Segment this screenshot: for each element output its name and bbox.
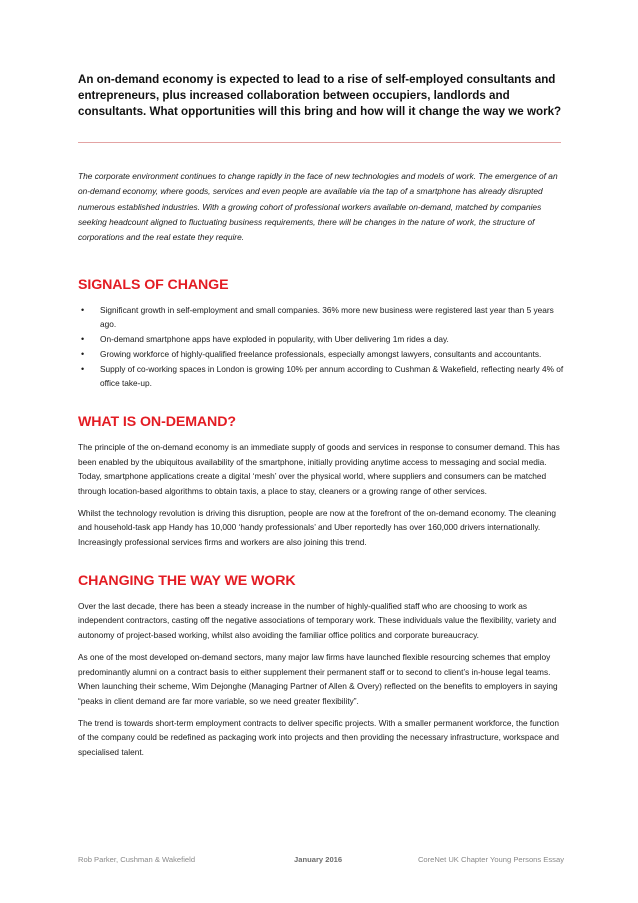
- bullet-text: Growing workforce of highly-qualified freelance professionals, especially amongst lawyers, consultants and accountants.: [100, 348, 542, 359]
- body-paragraph: Whilst the technology revolution is driving this disruption, people are now at the forefront of the on-demand economy. The cleaning and household-task app Handy has 10,000 ‘handy professionals’ and Uber reportedly has over 160,000 drivers internationally. Increasingly professional services firms and workers are also joining this trend.: [78, 507, 556, 548]
- abstract-paragraph: The corporate environment continues to change rapidly in the face of new technologies and models of work. The emergence of an on-demand economy, where goods, services and even people are available via the tap of a smartphone has already disrupted numerous established industries. With a growing cohort of professional workers available on-demand, matched by companies seeking headcount aligned to fluctuating business requirements, there will be changes in the nature of work, the structure of corporations and the real estate they require.: [78, 171, 558, 242]
- intro-question: An on-demand economy is expected to lead to a rise of self-employed consultants and entrepreneurs, plus increased collaboration between occupiers, landlords and consultants. What opportunities will this bring and how will it change the way we work?: [78, 73, 562, 118]
- body-paragraph: Over the last decade, there has been a steady increase in the number of highly-qualified staff who are choosing to work as independent contractors, casting off the negative associations of temporary work. These individuals value the flexibility, variety and autonomy of project-based working, whilst also avoiding the familiar office politics and corporate bureaucracy.: [78, 600, 557, 641]
- bullet-text: On-demand smartphone apps have exploded in popularity, with Uber delivering 1m rides a day.: [100, 333, 449, 344]
- bullet-text: Significant growth in self-employment and small companies. 36% more new business were registered last year than 5 years ago.: [100, 304, 554, 329]
- bullet-icon: •: [81, 333, 85, 344]
- signals-bullet-list: [78, 303, 564, 390]
- heading-what-is-on-demand: WHAT IS ON-DEMAND?: [78, 413, 236, 430]
- bullet-icon: •: [81, 363, 85, 374]
- bullet-item: [78, 347, 564, 361]
- heading-signals-of-change: SIGNALS OF CHANGE: [78, 276, 229, 293]
- bullet-icon: •: [81, 348, 85, 359]
- heading-changing-the-way-we-work: CHANGING THE WAY WE WORK: [78, 572, 296, 589]
- bullet-item: [78, 303, 564, 331]
- bullet-item: [78, 362, 564, 390]
- footer-author: Rob Parker, Cushman & Wakefield: [78, 855, 196, 864]
- bullet-item: [78, 332, 564, 346]
- body-paragraph: The principle of the on-demand economy is an immediate supply of goods and services in response to consumer demand. This has been enabled by the ubiquitous availability of the smartphone, initially providing anytime access to messaging and social media. Today, smartphone applications create a digital ‘mesh’ over the physical world, where suppliers and consumers can be matched through location-based algorithms to obtain taxis, a place to stay, cleaners or a growing range of other services.: [78, 441, 560, 496]
- divider-rule: [78, 142, 561, 143]
- page-content: [78, 72, 564, 760]
- bullet-text: Supply of co-working spaces in London is growing 10% per annum according to Cushman & Wakefield, reflecting nearly 4% of office take-up.: [100, 363, 564, 388]
- footer-publication: CoreNet UK Chapter Young Persons Essay: [417, 855, 564, 864]
- bullet-icon: •: [81, 304, 85, 315]
- body-paragraph: The trend is towards short-term employment contracts to deliver specific projects. With a smaller permanent workforce, the function of the company could be redefined as packaging work into projects and then providing the necessary infrastructure, workspace and specialised talent.: [78, 717, 560, 758]
- footer-date: January 2016: [294, 855, 343, 864]
- body-paragraph: As one of the most developed on-demand sectors, many major law firms have launched flexible resourcing schemes that employ predominantly alumni on a contract basis to either supplement their permanent staff or to second to client’s in-house legal teams. When launching their scheme, Wim Dejonghe (Managing Partner of Allen & Overy) reflected on the benefits to employers in saying “peaks in client demand are far more variable, so we need greater flexibility”.: [78, 651, 558, 706]
